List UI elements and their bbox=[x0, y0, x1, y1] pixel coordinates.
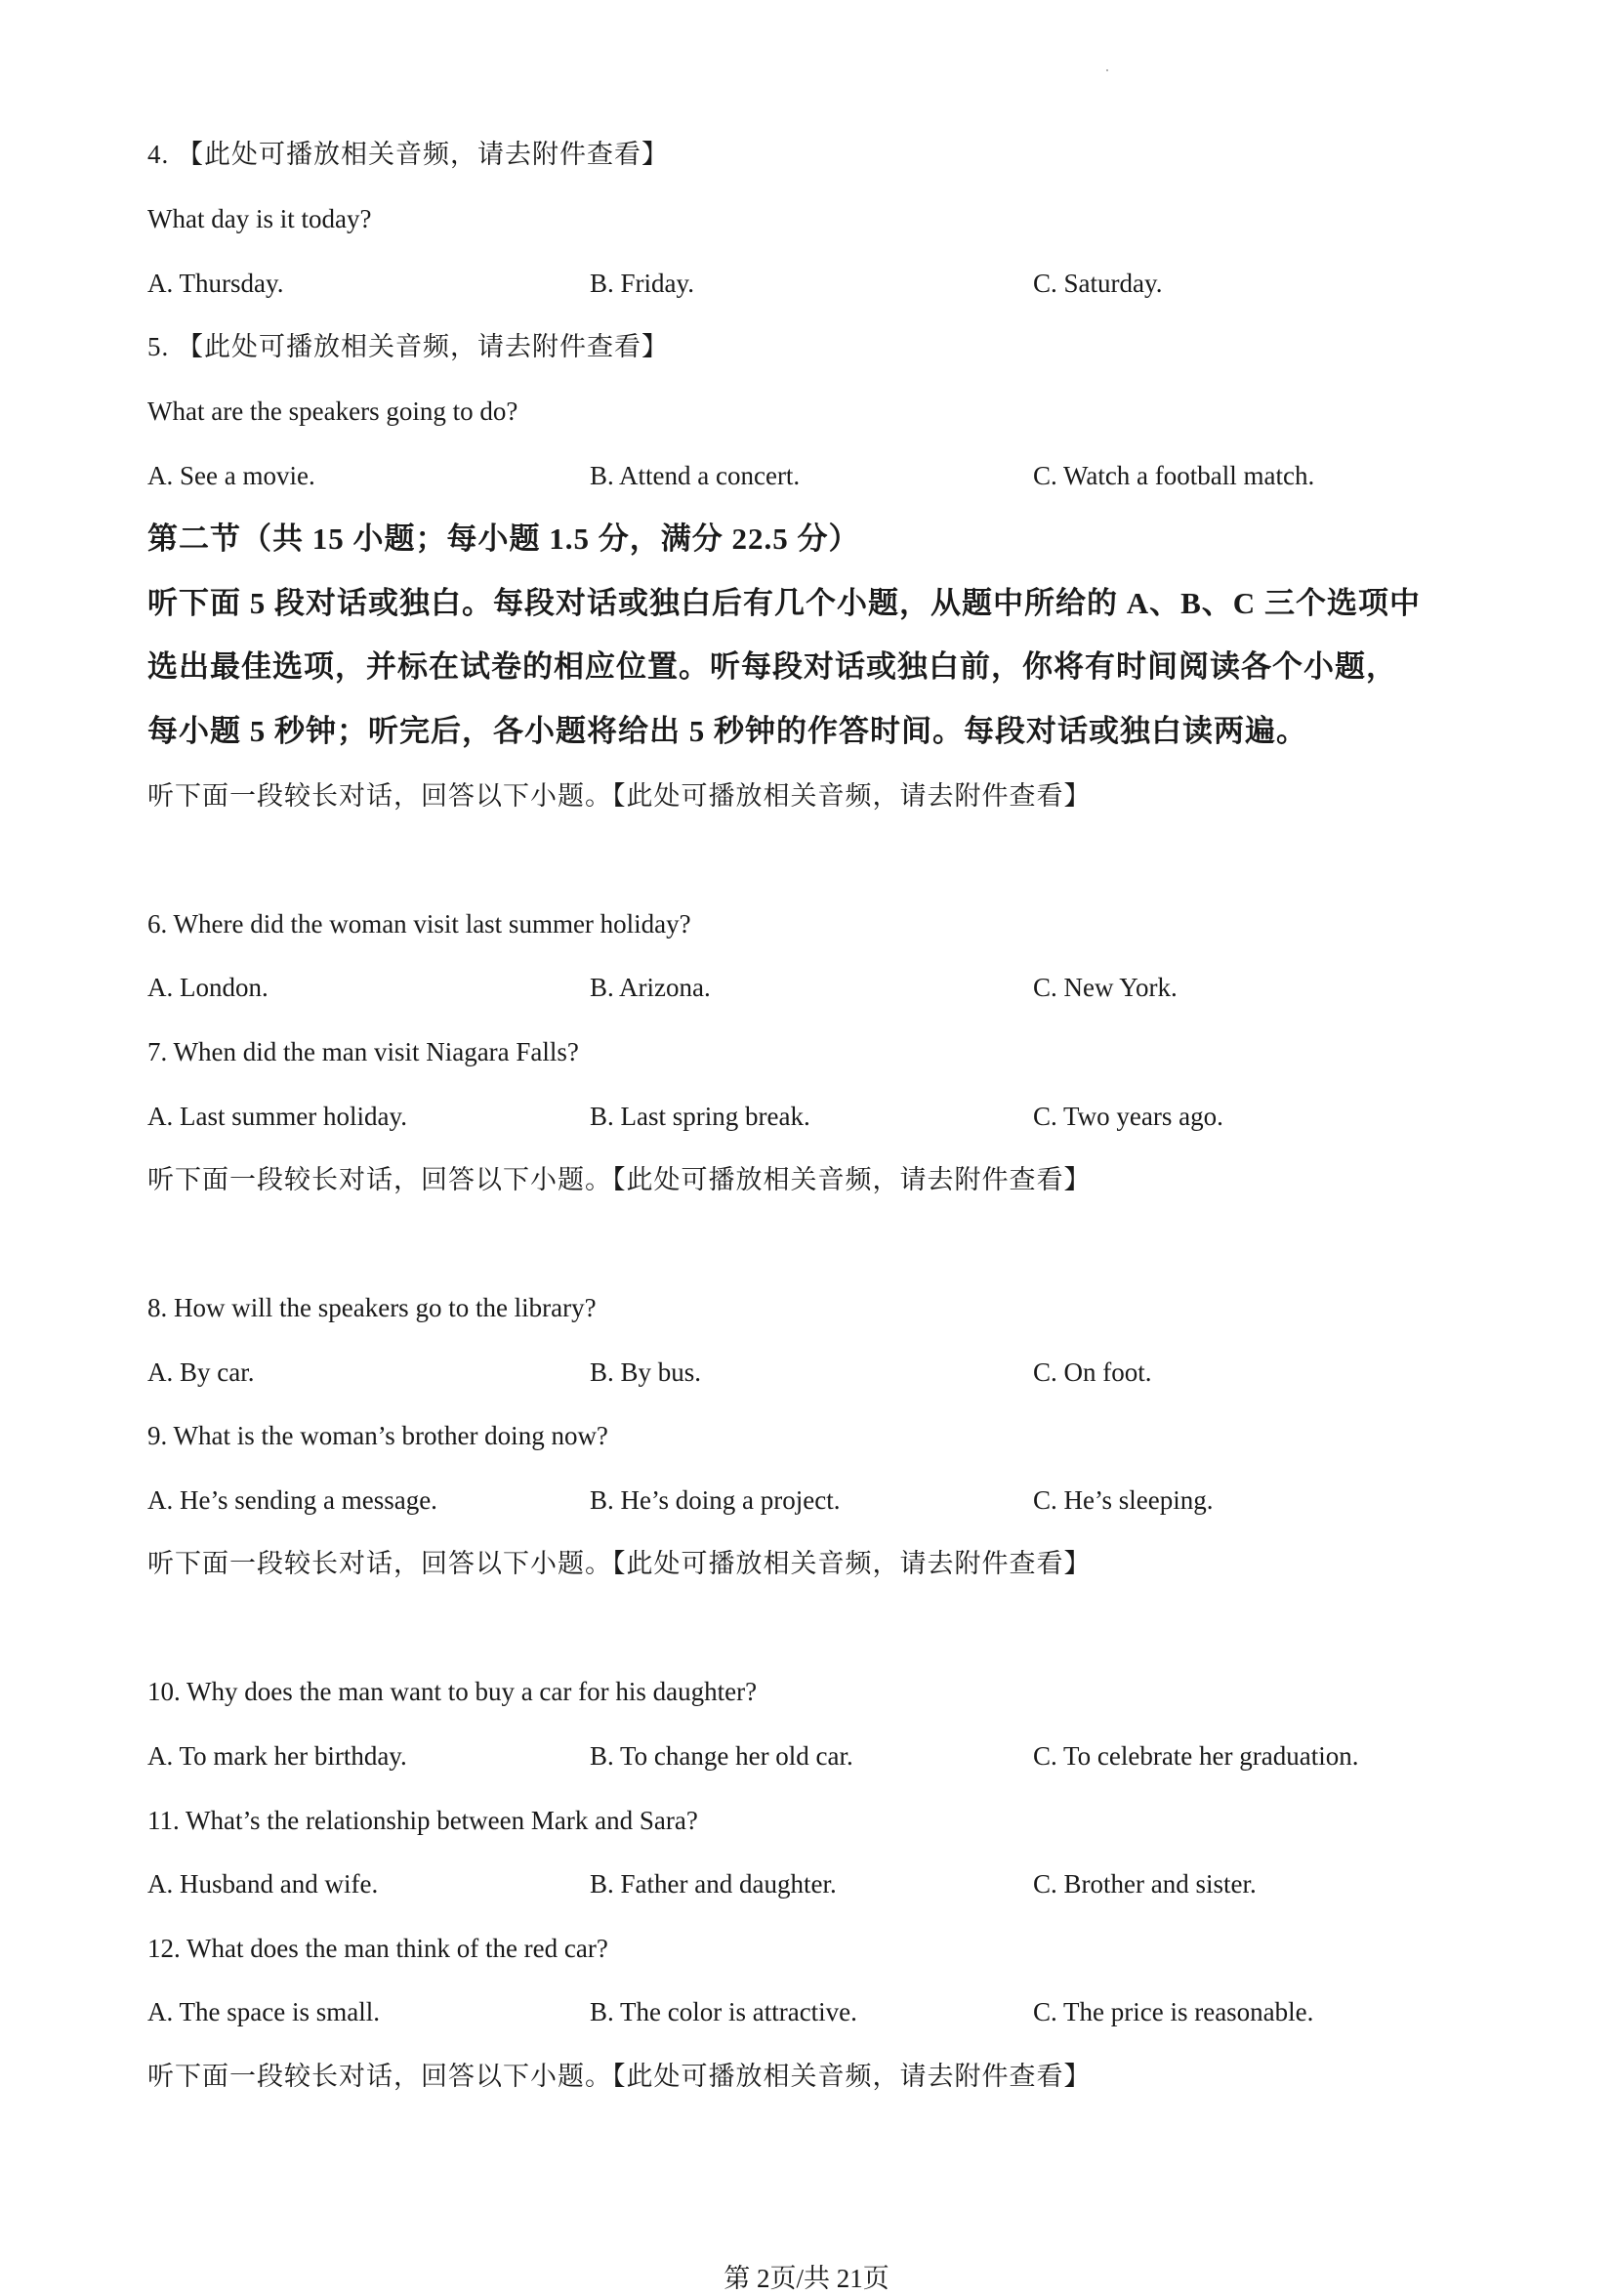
q10-question: 10. Why does the man want to buy a car for his daughter? bbox=[147, 1677, 758, 1706]
q7-question: 7. When did the man visit Niagara Falls? bbox=[147, 1037, 579, 1066]
q4-audio-prompt: 4. 【此处可播放相关音频，请去附件查看】 bbox=[147, 140, 669, 169]
q12-question: 12. What does the man think of the red car? bbox=[147, 1934, 608, 1963]
q5-question: What are the speakers going to do? bbox=[147, 397, 518, 426]
q4-option-b: B. Friday. bbox=[590, 269, 694, 298]
q7-option-a: A. Last summer holiday. bbox=[147, 1102, 407, 1131]
section-instruction-line-3: 每小题 5 秒钟；听完后，各小题将给出 5 秒钟的作答时间。每段对话或独白读两遍。 bbox=[147, 714, 1307, 748]
q6-option-a: A. London. bbox=[147, 973, 269, 1002]
q10-option-c: C. To celebrate her graduation. bbox=[1033, 1741, 1359, 1771]
section-instruction-line-1: 听下面 5 段对话或独白。每段对话或独白后有几个小题，从题中所给的 A、B、C 三个选项中 bbox=[147, 586, 1421, 620]
q9-question: 9. What is the woman’s brother doing now? bbox=[147, 1421, 608, 1450]
q5-option-a: A. See a movie. bbox=[147, 461, 315, 490]
q12-option-b: B. The color is attractive. bbox=[590, 1997, 857, 2026]
q5-option-c: C. Watch a football match. bbox=[1033, 461, 1315, 490]
q7-option-b: B. Last spring break. bbox=[590, 1102, 810, 1131]
dialog-prompt-1: 听下面一段较长对话，回答以下小题。【此处可播放相关音频，请去附件查看】 bbox=[147, 781, 1092, 811]
q9-option-b: B. He’s doing a project. bbox=[590, 1485, 841, 1515]
q8-option-a: A. By car. bbox=[147, 1357, 255, 1387]
q9-option-a: A. He’s sending a message. bbox=[147, 1485, 437, 1515]
q10-option-b: B. To change her old car. bbox=[590, 1741, 853, 1771]
q4-option-a: A. Thursday. bbox=[147, 269, 284, 298]
q9-option-c: C. He’s sleeping. bbox=[1033, 1485, 1214, 1515]
dialog-prompt-2: 听下面一段较长对话，回答以下小题。【此处可播放相关音频，请去附件查看】 bbox=[147, 1165, 1092, 1194]
dialog-prompt-4: 听下面一段较长对话，回答以下小题。【此处可播放相关音频，请去附件查看】 bbox=[147, 2062, 1092, 2091]
q6-option-c: C. New York. bbox=[1033, 973, 1178, 1002]
scan-dot bbox=[1106, 69, 1108, 71]
section-instruction-line-2: 选出最佳选项，并标在试卷的相应位置。听每段对话或独白前，你将有时间阅读各个小题， bbox=[147, 649, 1397, 684]
q6-question: 6. Where did the woman visit last summer holiday? bbox=[147, 909, 691, 939]
q11-option-c: C. Brother and sister. bbox=[1033, 1869, 1257, 1899]
dialog-prompt-3: 听下面一段较长对话，回答以下小题。【此处可播放相关音频，请去附件查看】 bbox=[147, 1549, 1092, 1578]
q10-option-a: A. To mark her birthday. bbox=[147, 1741, 407, 1771]
q11-option-b: B. Father and daughter. bbox=[590, 1869, 837, 1899]
q7-option-c: C. Two years ago. bbox=[1033, 1102, 1223, 1131]
q8-option-b: B. By bus. bbox=[590, 1357, 702, 1387]
q12-option-a: A. The space is small. bbox=[147, 1997, 380, 2026]
q4-option-c: C. Saturday. bbox=[1033, 269, 1163, 298]
q12-option-c: C. The price is reasonable. bbox=[1033, 1997, 1314, 2026]
q6-option-b: B. Arizona. bbox=[590, 973, 711, 1002]
q5-option-b: B. Attend a concert. bbox=[590, 461, 801, 490]
q8-option-c: C. On foot. bbox=[1033, 1357, 1152, 1387]
q11-question: 11. What’s the relationship between Mark and Sara? bbox=[147, 1806, 698, 1835]
q11-option-a: A. Husband and wife. bbox=[147, 1869, 379, 1899]
section-heading: 第二节（共 15 小题；每小题 1.5 分，满分 22.5 分） bbox=[147, 522, 860, 556]
q5-audio-prompt: 5. 【此处可播放相关音频，请去附件查看】 bbox=[147, 332, 669, 361]
q8-question: 8. How will the speakers go to the library? bbox=[147, 1293, 597, 1322]
page-number: 第 2页/共 21页 bbox=[724, 2264, 889, 2293]
q4-question: What day is it today? bbox=[147, 204, 372, 233]
